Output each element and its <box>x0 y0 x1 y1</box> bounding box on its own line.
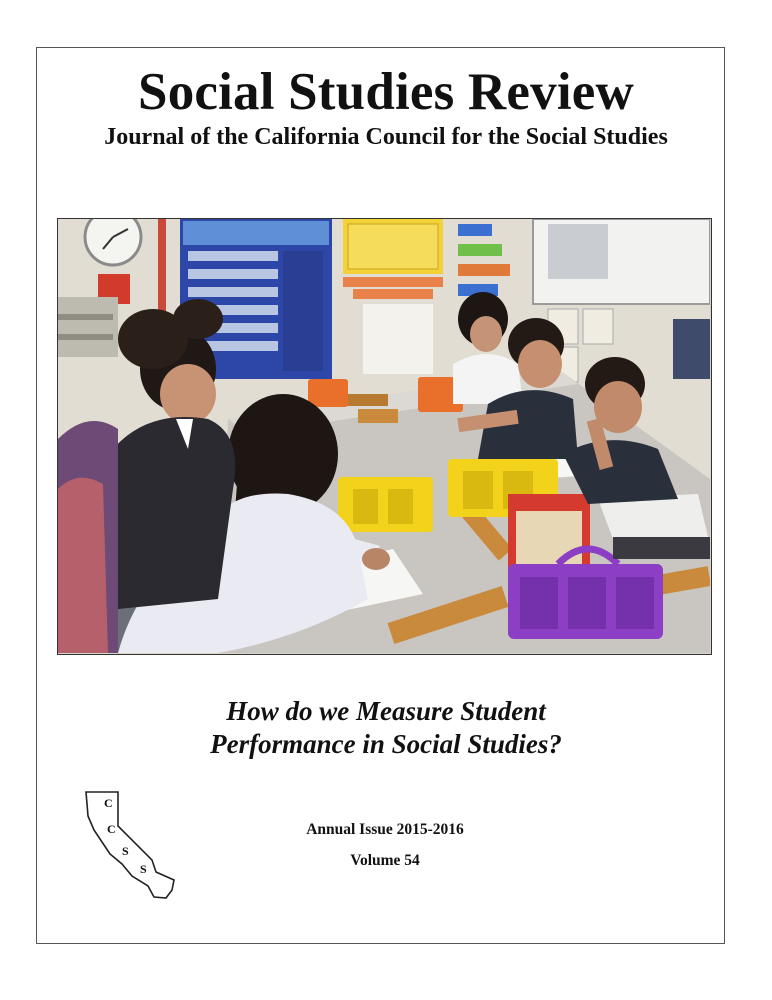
cover-photo <box>57 218 712 655</box>
logo-letter-s1: S <box>122 844 129 858</box>
logo-letter-c1: C <box>104 796 113 810</box>
volume-number: Volume 54 <box>350 852 420 869</box>
annual-issue: Annual Issue 2015-2016 <box>306 821 464 838</box>
journal-subtitle: Journal of the California Council for the Social Studies <box>104 124 668 150</box>
headline-line-2: Performance in Social Studies? <box>210 729 562 759</box>
headline-line-1: How do we Measure Student <box>226 696 546 726</box>
logo-letter-s2: S <box>140 862 147 876</box>
logo-letter-c2: C <box>107 822 116 836</box>
california-outline-icon <box>80 790 180 900</box>
headline <box>0 695 772 761</box>
ccss-california-logo <box>80 790 180 900</box>
journal-title: Social Studies Review <box>138 63 634 121</box>
